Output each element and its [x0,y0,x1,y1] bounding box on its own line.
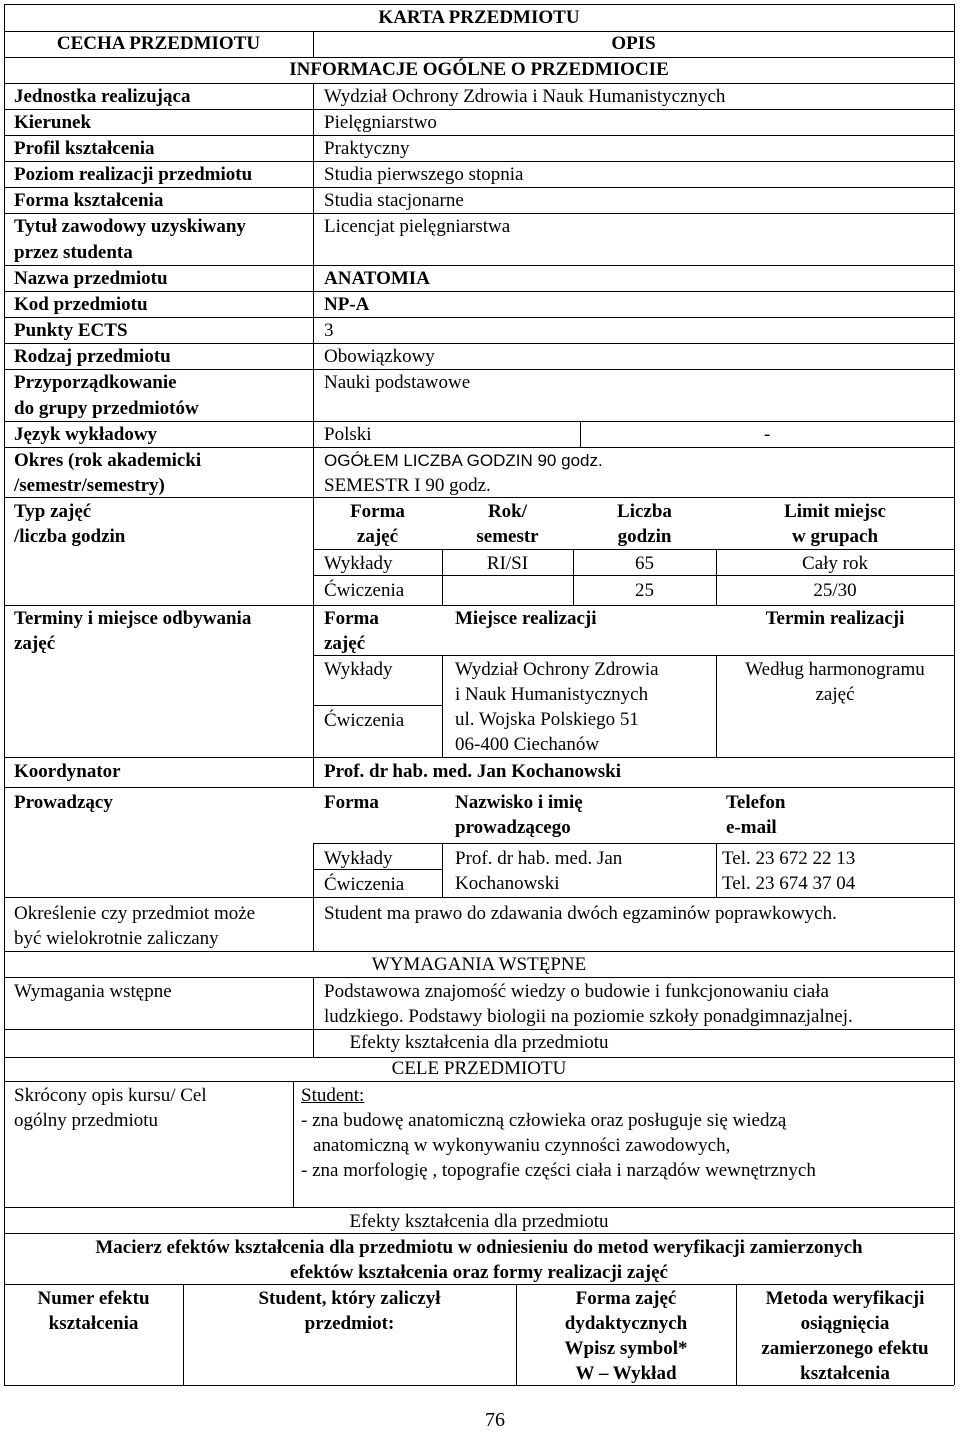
header-termin: Termin realizacji [765,608,905,629]
header-rok-1: Rok/ [487,501,528,522]
header-nazwisko-1: Nazwisko i imię [455,792,583,813]
macierz-col4-line3: zamierzonego efektu [761,1338,929,1359]
prowadzacy-telefon-2: Tel. 23 674 37 04 [722,873,856,894]
label-okres-line1: Okres (rok akademicki [14,450,202,471]
macierz-col3-line4: W – Wykład [575,1363,677,1384]
cele-line1: - zna budowę anatomiczną człowieka oraz posługuje się wiedzą [301,1110,787,1131]
header-terminy-forma-1: Forma [324,608,379,629]
cele-line2: anatomiczną w wykonywaniu czynności zawodowych, [313,1135,731,1156]
value-okreslenie: Student ma prawo do zdawania dwóch egzaminów poprawkowych. [324,903,837,924]
macierz-col3-line2: dydaktycznych [564,1313,688,1334]
value-okres-ogolem: OGÓŁEM LICZBA GODZIN 90 godz. [324,451,603,470]
header-terminy-forma-2: zajęć [324,633,366,654]
header-limit-1: Limit miejsc [784,501,886,522]
row-wyklady-godziny: 65 [635,553,654,574]
value-kierunek: Pielęgniarstwo [324,112,437,133]
column-header-opis: OPIS [611,33,656,54]
value-profil: Praktyczny [324,138,410,159]
header-forma-zajec-1: Forma [350,501,405,522]
macierz-col2-line2: przedmiot: [304,1313,395,1334]
label-tytul-line2: przez studenta [14,242,133,263]
label-kod: Kod przedmiotu [14,294,148,315]
label-przyporzadkowanie-line1: Przyporządkowanie [14,372,177,393]
label-wymagania: Wymagania wstępne [14,981,172,1002]
header-liczba-1: Liczba [617,501,672,522]
value-rodzaj: Obowiązkowy [324,346,435,367]
cele-student: Student: [301,1085,365,1106]
terminy-forma-cwiczenia: Ćwiczenia [324,710,405,731]
row-cwiczenia-forma: Ćwiczenia [324,580,405,601]
macierz-col1-line1: Numer efektu [37,1288,150,1309]
section-header-efekty-1: Efekty kształcenia dla przedmiotu [349,1032,609,1053]
prowadzacy-nazwisko-2: Kochanowski [455,873,560,894]
header-limit-2: w grupach [791,526,879,547]
label-koordynator: Koordynator [14,761,121,782]
section-header-wymagania: WYMAGANIA WSTĘPNE [371,954,587,975]
label-okres-line2: /semestr/semestry) [14,475,165,496]
value-tytul: Licencjat pielęgniarstwa [324,216,511,237]
header-nazwisko-2: prowadzącego [455,817,571,838]
row-cwiczenia-limit: 25/30 [813,580,857,601]
value-okres-semestr: SEMESTR I 90 godz. [324,475,491,496]
macierz-col1-line2: kształcenia [48,1313,139,1334]
label-terminy-line2: zajęć [14,633,56,654]
row-wyklady-rok: RI/SI [486,553,529,574]
miejsce-line4: 06-400 Ciechanów [455,734,600,755]
prowadzacy-forma-wyklady: Wykłady [324,848,393,869]
header-telefon-1: Telefon [726,792,786,813]
macierz-col4-line4: kształcenia [800,1363,890,1384]
label-jezyk: Język wykładowy [14,424,158,445]
row-wyklady-forma: Wykłady [324,553,393,574]
termin-line2: zajęć [815,684,855,705]
macierz-col3-line3: Wpisz symbol* [564,1338,688,1359]
prowadzacy-nazwisko-1: Prof. dr hab. med. Jan [455,848,623,869]
cele-line3: - zna morfologię , topografie części ciała i narządów wewnętrznych [301,1160,816,1181]
value-nazwa: ANATOMIA [324,268,430,289]
value-przyporzadkowanie: Nauki podstawowe [324,372,471,393]
macierz-col4-line1: Metoda weryfikacji [765,1288,925,1309]
label-rodzaj: Rodzaj przedmiotu [14,346,171,367]
miejsce-line2: i Nauk Humanistycznych [455,684,649,705]
label-typ-zajec-line2: /liczba godzin [14,526,126,547]
label-forma-ksztalcenia: Forma kształcenia [14,190,164,211]
header-prowadzacy-forma: Forma [324,792,379,813]
label-okreslenie-line2: być wielokrotnie zaliczany [14,928,219,949]
macierz-title-line1: Macierz efektów kształcenia dla przedmiotu w odniesieniu do metod weryfikacji zamierzonych [95,1237,863,1258]
value-poziom: Studia pierwszego stopnia [324,164,524,185]
header-liczba-2: godzin [617,526,672,547]
label-prowadzacy: Prowadzący [14,792,113,813]
label-cele-line1: Skrócony opis kursu/ Cel [14,1085,207,1106]
header-telefon-2: e-mail [726,817,777,838]
label-poziom: Poziom realizacji przedmiotu [14,164,253,185]
miejsce-line1: Wydział Ochrony Zdrowia [455,659,659,680]
row-cwiczenia-godziny: 25 [635,580,654,601]
macierz-col3-line1: Forma zajęć [575,1288,677,1309]
value-jezyk: Polski [324,424,372,445]
header-miejsce: Miejsce realizacji [455,608,597,629]
miejsce-line3: ul. Wojska Polskiego 51 [455,709,639,730]
value-forma-ksztalcenia: Studia stacjonarne [324,190,464,211]
label-tytul-line1: Tytuł zawodowy uzyskiwany [14,216,246,237]
section-header-cele: CELE PRZEDMIOTU [391,1058,567,1079]
section-header-informacje: INFORMACJE OGÓLNE O PRZEDMIOCIE [289,59,669,80]
terminy-forma-wyklady: Wykłady [324,659,393,680]
card-title: KARTA PRZEDMIOTU [378,7,580,28]
macierz-col2-line1: Student, który zaliczył [258,1288,441,1309]
page-number: 76 [485,1409,505,1431]
label-typ-zajec-line1: Typ zajęć [14,501,92,522]
label-profil: Profil kształcenia [14,138,155,159]
macierz-title-line2: efektów kształcenia oraz formy realizacji zajęć [290,1262,668,1283]
header-rok-2: semestr [476,526,539,547]
value-koordynator: Prof. dr hab. med. Jan Kochanowski [324,761,622,782]
label-cele-line2: ogólny przedmiotu [14,1110,159,1131]
prowadzacy-forma-cwiczenia: Ćwiczenia [324,874,405,895]
label-przyporzadkowanie-line2: do grupy przedmiotów [14,398,199,419]
value-wymagania-line2: ludzkiego. Podstawy biologii na poziomie szkoły ponadgimnazjalnej. [324,1006,853,1027]
row-wyklady-limit: Cały rok [802,553,868,574]
label-kierunek: Kierunek [14,112,92,133]
header-forma-zajec-2: zajęć [356,526,399,547]
macierz-col4-line2: osiągnięcia [800,1313,890,1334]
label-nazwa: Nazwa przedmiotu [14,268,168,289]
value-jednostka: Wydział Ochrony Zdrowia i Nauk Humanistycznych [324,86,726,107]
value-jezyk-extra: - [764,424,771,445]
section-header-efekty-2: Efekty kształcenia dla przedmiotu [349,1211,609,1232]
termin-line1: Według harmonogramu [745,659,925,680]
value-ects: 3 [324,320,334,341]
prowadzacy-telefon-1: Tel. 23 672 22 13 [722,848,856,869]
column-header-cecha: CECHA PRZEDMIOTU [56,33,261,54]
label-okreslenie-line1: Określenie czy przedmiot może [14,903,256,924]
value-kod: NP-A [324,294,370,315]
label-jednostka: Jednostka realizująca [14,86,191,107]
label-ects: Punkty ECTS [14,320,128,341]
value-wymagania-line1: Podstawowa znajomość wiedzy o budowie i funkcjonowaniu ciała [324,981,829,1002]
label-terminy-line1: Terminy i miejsce odbywania [14,608,252,629]
